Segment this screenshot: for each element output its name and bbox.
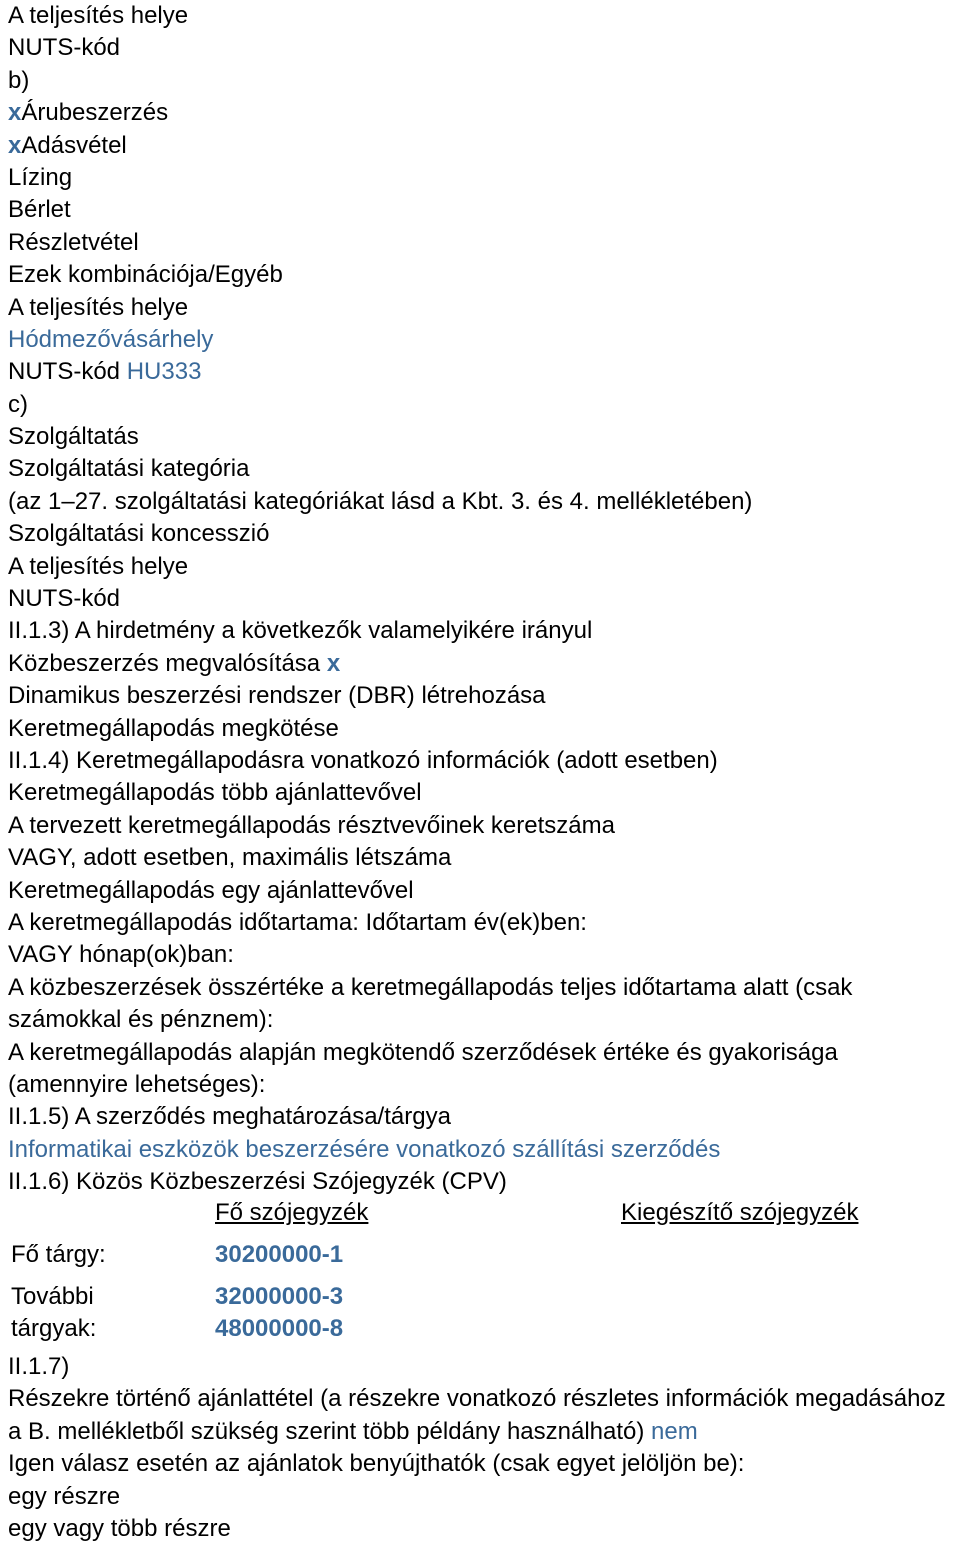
text-paragraph: A keretmegállapodás alapján megkötendő szerződések értéke és gyakorisága (amennyire lehetséges): <box>8 1038 838 1098</box>
supplementary-vocabulary-header: Kiegészítő szójegyzék <box>621 1199 859 1226</box>
text-line: Lízing <box>8 163 73 191</box>
text-line: Szolgáltatási kategória <box>8 455 250 483</box>
text-line: c) <box>8 390 28 418</box>
nuts-label: NUTS-kód <box>8 358 121 386</box>
text-line: Szolgáltatási koncesszió <box>8 520 270 548</box>
text-line: NUTS-kód <box>8 34 121 62</box>
section-heading: II.1.6) Közös Közbeszerzési Szójegyzék (CPV) <box>8 1168 507 1196</box>
lots-text: Részekre történő ajánlattétel (a részekre vonatkozó részletes információk megadásához a B. mellékletből szükség szerint több példány használható) <box>8 1385 946 1445</box>
text-line: A teljesítés helye <box>8 552 189 580</box>
main-subject-label: Fő tárgy: <box>11 1241 106 1268</box>
text-line: b) <box>8 66 30 94</box>
text-line: Keretmegállapodás egy ajánlattevővel <box>8 876 414 904</box>
section-heading: II.1.5) A szerződés meghatározása/tárgya <box>8 1103 451 1131</box>
check-mark: x <box>8 131 22 159</box>
procurement-notice-lots <box>8 1351 960 1545</box>
text-line: Részletvétel <box>8 228 139 256</box>
check-mark: x <box>326 649 341 677</box>
main-subject-code: 30200000-1 <box>215 1241 344 1268</box>
text-line: Igen válasz esetén az ajánlatok benyújthatók (csak egyet jelöljön be): <box>8 1450 745 1478</box>
text-line: Keretmegállapodás több ajánlattevővel <box>8 779 422 807</box>
check-mark: x <box>8 99 22 127</box>
text-line: Szolgáltatás <box>8 423 139 451</box>
text-line: egy vagy több részre <box>8 1514 231 1542</box>
text-line: A tervezett keretmegállapodás résztvevőinek keretszáma <box>8 811 615 839</box>
additional-subjects-label: tárgyak: <box>11 1315 97 1342</box>
procurement-line <box>8 648 960 680</box>
section-heading: II.1.4) Keretmegállapodásra vonatkozó információk (adott esetben) <box>8 746 718 774</box>
additional-subject-code: 48000000-8 <box>215 1315 344 1342</box>
text-line: Ezek kombinációja/Egyéb <box>8 261 283 289</box>
purchase-type-label: Árubeszerzés <box>21 99 169 127</box>
nuts-value: HU333 <box>126 358 202 386</box>
section-heading: II.1.7) <box>8 1353 70 1380</box>
text-line: A teljesítés helye <box>8 293 189 321</box>
location-value: Hódmezővásárhely <box>8 325 214 353</box>
purchase-type-sale <box>8 130 960 162</box>
section-heading: II.1.3) A hirdetmény a következők valamelyikére irányul <box>8 617 593 645</box>
additional-subjects-label: További <box>11 1283 94 1310</box>
purchase-type-goods <box>8 97 960 129</box>
text-line: Keretmegállapodás megkötése <box>8 714 339 742</box>
text-paragraph: A közbeszerzések összértéke a keretmegállapodás teljes időtartama alatt (csak számokkal és pénznem): <box>8 973 853 1034</box>
text-line: NUTS-kód <box>8 585 121 613</box>
text-line: A keretmegállapodás időtartama: Időtartam év(ek)ben: <box>8 908 587 936</box>
main-vocabulary-header: Fő szójegyzék <box>215 1199 369 1226</box>
purchase-type-label: Adásvétel <box>21 131 127 159</box>
text-line: A teljesítés helye <box>8 2 189 29</box>
lots-answer: nem <box>651 1417 698 1445</box>
procurement-label: Közbeszerzés megvalósítása <box>8 649 321 677</box>
text-line: egy részre <box>8 1482 121 1510</box>
text-line: VAGY hónap(ok)ban: <box>8 941 234 969</box>
text-line: Bérlet <box>8 196 71 224</box>
text-line: (az 1–27. szolgáltatási kategóriákat lásd a Kbt. 3. és 4. mellékletében) <box>8 487 753 515</box>
lots-paragraph <box>8 1383 960 1448</box>
text-line: Dinamikus beszerzési rendszer (DBR) létrehozása <box>8 682 546 710</box>
nuts-line <box>8 356 960 388</box>
contract-subject-value: Informatikai eszközök beszerzésére vonatkozó szállítási szerződés <box>8 1135 721 1163</box>
procurement-notice-document <box>8 0 960 1199</box>
additional-subject-code: 32000000-3 <box>215 1283 344 1310</box>
text-line: VAGY, adott esetben, maximális létszáma <box>8 844 452 872</box>
